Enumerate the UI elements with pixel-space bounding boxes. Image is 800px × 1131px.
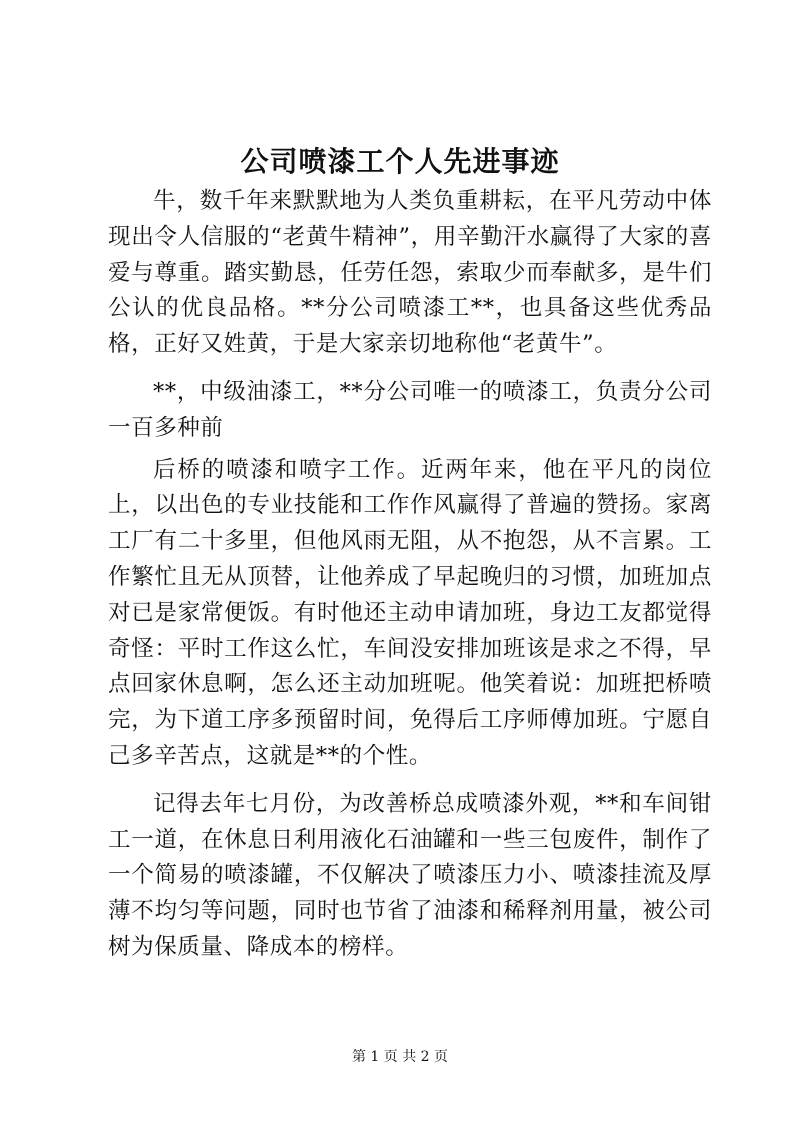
paragraph-2: **，中级油漆工，**分公司唯一的喷漆工，负责分公司一百多种前 bbox=[108, 378, 712, 441]
document-body bbox=[108, 184, 712, 978]
page-title: 公司喷漆工个人先进事迹 bbox=[240, 145, 560, 178]
paragraph-1: 牛，数千年来默默地为人类负重耕耘，在平凡劳动中体现出令人信服的“老黄牛精神”，用辛勤汗水赢得了大家的喜爱与尊重。踏实勤恳，任劳任怨，索取少而奉献多，是牛们公认的优良品格。**分公司喷漆工**，也具备这些优秀品格，正好又姓黄，于是大家亲切地称他“老黄牛”。 bbox=[108, 188, 712, 358]
paragraph-3: 后桥的喷漆和喷字工作。近两年来，他在平凡的岗位上，以出色的专业技能和工作作风赢得了普遍的赞扬。家离工厂有二十多里，但他风雨无阻，从不抱怨，从不言累。工作繁忙且无从顶替，让他养成了早起晚归的习惯，加班加点对已是家常便饭。有时他还主动申请加班，身边工友都觉得奇怪：平时工作这么忙，车间没安排加班该是求之不得，早点回家休息啊，怎么还主动加班呢。他笑着说：加班把桥喷完，为下道工序多预留时间，免得后工序师傅加班。宁愿自己多辛苦点，这就是**的个性。 bbox=[108, 456, 712, 769]
page-footer bbox=[0, 1047, 800, 1067]
paragraph-4: 记得去年七月份，为改善桥总成喷漆外观，**和车间钳工一道，在休息日利用液化石油罐和一些三包废件，制作了一个简易的喷漆罐，不仅解决了喷漆压力小、喷漆挂流及厚薄不均匀等问题，同时也节省了油漆和稀释剂用量，被公司树为保质量、降成本的榜样。 bbox=[108, 790, 712, 960]
page-number-label: 第 1 页 共 2 页 bbox=[351, 1049, 449, 1065]
